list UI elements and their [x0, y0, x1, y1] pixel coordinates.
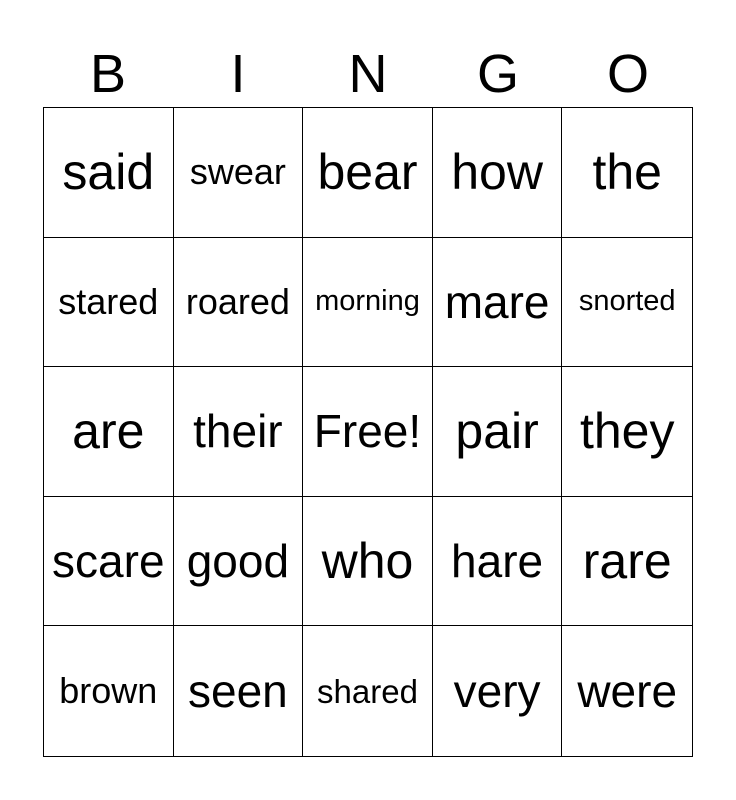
bingo-cell free-space: Free! [303, 367, 433, 497]
bingo-cell: said [44, 108, 174, 238]
header-letter-b: B [89, 44, 127, 104]
bingo-cell: they [562, 367, 692, 497]
bingo-cell: morning [303, 238, 433, 368]
bingo-cell: the [562, 108, 692, 238]
bingo-cell: good [174, 497, 304, 627]
bingo-cell: brown [44, 626, 174, 756]
bingo-cell: scare [44, 497, 174, 627]
bingo-cell: pair [433, 367, 563, 497]
bingo-cell: were [577, 665, 678, 718]
header-letter-n: N [348, 44, 388, 104]
bingo-cell: who [303, 497, 433, 627]
bingo-cell: rare [562, 497, 692, 627]
bingo-board [43, 107, 693, 757]
header-letter-i: I [230, 44, 246, 104]
bingo-cell: very [433, 626, 563, 756]
header-letter-g: G [476, 44, 519, 104]
bingo-cell: roared [174, 238, 304, 368]
bingo-cell: mare [433, 238, 563, 368]
bingo-cell: snorted [562, 238, 692, 368]
bingo-cell: how [433, 108, 563, 238]
bingo-cell: stared [44, 238, 174, 368]
bingo-cell: are [44, 367, 174, 497]
bingo-cell: bear [303, 108, 433, 238]
bingo-cell: shared [303, 626, 433, 756]
bingo-cell: their [174, 367, 304, 497]
bingo-cell: seen [174, 626, 304, 756]
header-letter-o: O [606, 44, 649, 104]
bingo-header [43, 42, 693, 106]
bingo-cell: swear [174, 108, 304, 238]
bingo-cell: hare [433, 497, 563, 627]
